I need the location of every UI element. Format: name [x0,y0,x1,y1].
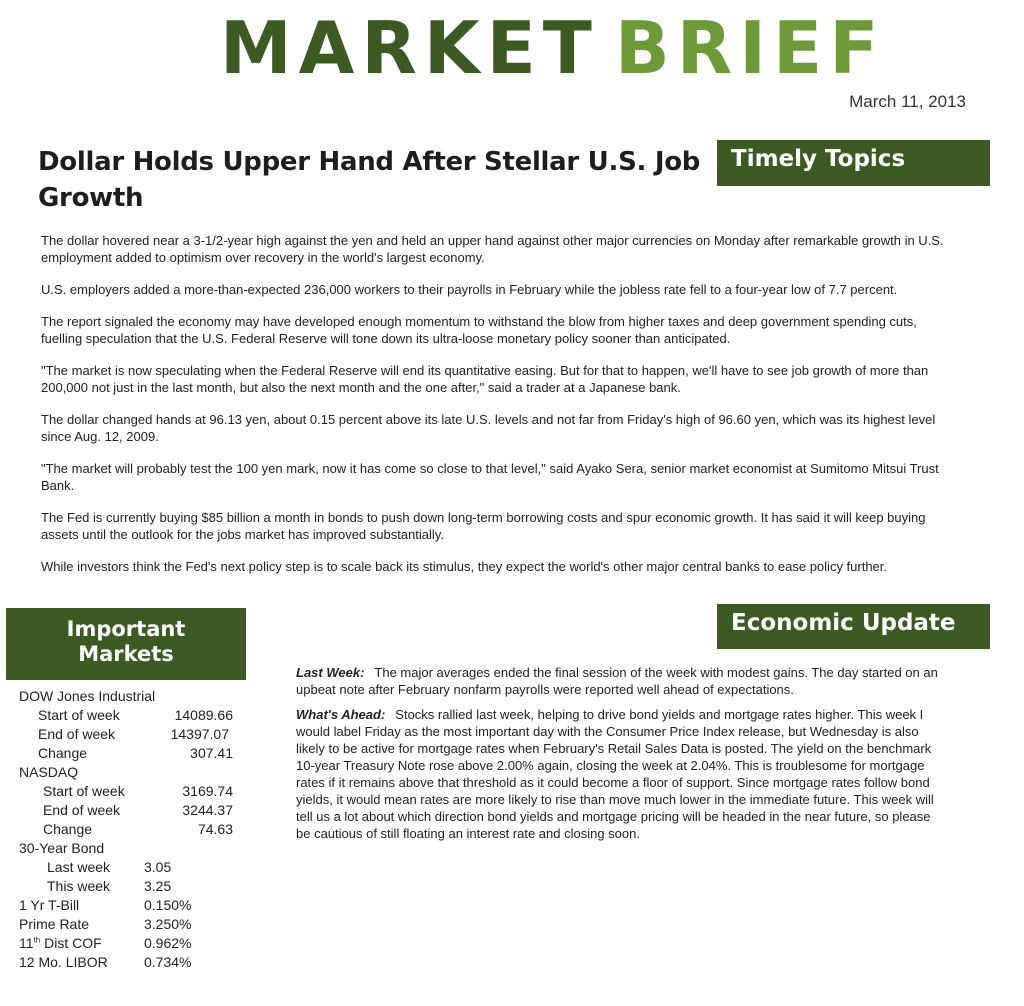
nasdaq-start-value: 3169.74 [182,783,233,799]
article-paragraph: "The market will probably test the 100 yen mark, now it has come so close to that level," said Ayako Sera, senior market economist at Sumitomo Mitsui Trust Bank. [41,461,939,493]
libor-label: 12 Mo. LIBOR [19,954,108,970]
article-paragraph: The dollar hovered near a 3-1/2-year high against the yen and held an upper hand against other major currencies on Monday after remarkable growth in U.S. employment added to optimism over recovery in the world's largest economy. [41,233,944,265]
nasdaq-change-row [19,820,233,839]
nasdaq-end-value: 3244.37 [182,802,233,818]
markets-table [19,687,233,972]
last-week-text: The major averages ended the final session of the week with modest gains. The day started on an upbeat note after February nonfarm payrolls were reported well ahead of expectations. [296,665,938,697]
prime-rate-label: Prime Rate [19,916,90,932]
nasdaq-end-row [19,801,233,820]
nasdaq-change-value: 74.63 [197,821,233,837]
whats-ahead-label: What's Ahead: [296,707,386,722]
article-paragraph: The report signaled the economy may have developed enough momentum to withstand the blow from higher taxes and deep government spending cuts, fuelling speculation that the U.S. Federal Reserve will tone down its ultra-loose monetary policy sooner than anticipated. [41,314,917,346]
dow-start-row [19,706,233,725]
dow-end-value: 14397.07 [170,726,229,742]
important-markets-title-line2: Markets [78,642,174,666]
article-paragraph: The dollar changed hands at 96.13 yen, about 0.15 percent above its late U.S. levels and not far from Friday's high of 96.60 yen, which was its highest level since Aug. 12, 2009. [41,412,936,444]
bond-this-label: This week [47,878,111,894]
bond-this-value: 3.25 [144,878,172,894]
cof-label: 11th Dist COF [19,935,102,951]
cof-value: 0.962% [144,935,192,951]
tbill-row [19,896,219,915]
tbill-value: 0.150% [144,897,192,913]
whats-ahead-text: Stocks rallied last week, helping to drive bond yields and mortgage rates higher. This week I would label Friday as the most important day with the Consumer Price Index release, but Wednesday is also likely to be active for mortgage rates when February's Retail Sales Data is posted. The yield on the benchmark 10-year Treasury Note rose above 2.00% again, closing the week at 2.04%. This is troublesome for mortgage rates if it remains above that threshold as it could become a floor of support. Since mortgage rates follow bond yields, it would mean rates are more likely to rise than move much lower in the immediate future. This week will tell us a lot about which direction bond yields and mortgage pricing will be headed in the near future, so please be cautious of still floating an interest rate and closing soon. [296,707,934,841]
economic-update-banner: Economic Update [717,604,990,649]
dow-end-row [19,725,229,744]
last-week-label: Last Week: [296,665,365,680]
economic-update-body [296,664,946,850]
whats-ahead-paragraph [296,706,946,842]
nasdaq-change-label: Change [43,821,93,837]
dow-title: DOW Jones Industrial [19,688,156,704]
bond-title: 30-Year Bond [19,840,105,856]
nasdaq-end-label: End of week [43,802,121,818]
tbill-label: 1 Yr T-Bill [19,897,80,913]
dow-start-label: Start of week [38,707,120,723]
timely-topics-banner: Timely Topics [717,140,990,186]
bond-last-value: 3.05 [144,859,172,875]
dow-change-label: Change [38,745,88,761]
bond-last-label: Last week [47,859,111,875]
article-body [41,232,961,590]
article-paragraph: U.S. employers added a more-than-expected 236,000 workers to their payrolls in February while the jobless rate fell to a four-year low of 7.7 percent. [41,282,898,297]
nasdaq-title: NASDAQ [19,764,79,780]
masthead-word-brief: BRIEF [614,6,886,90]
article-paragraph: While investors think the Fed's next policy step is to scale back its stimulus, they expect the world's other major central banks to ease policy further. [41,559,888,574]
bond-this-row [19,877,219,896]
important-markets-banner [6,608,246,680]
dow-change-value: 307.41 [190,745,233,761]
bond-last-row [19,858,219,877]
dow-start-value: 14089.66 [174,707,233,723]
headline: Dollar Holds Upper Hand After Stellar U.S. Job Growth [38,147,701,213]
masthead [220,6,980,90]
cof-row [19,934,219,953]
article-paragraph: The Fed is currently buying $85 billion a month in bonds to push down long-term borrowing costs and spur economic growth. It has said it will keep buying assets until the outlook for the jobs market has improved substantially. [41,510,926,542]
nasdaq-start-label: Start of week [43,783,125,799]
masthead-word-market: MARKET [220,6,599,90]
libor-value: 0.734% [144,954,192,970]
article-paragraph: "The market is now speculating when the Federal Reserve will end its quantitative easing. But for that to happen, we'll have to see job growth of more than 200,000 not just in the last month, but also the next month and the one after," said a trader at a Japanese bank. [41,363,929,395]
last-week-paragraph [296,664,946,698]
prime-rate-value: 3.250% [144,916,192,932]
dow-end-label: End of week [38,726,116,742]
important-markets-title-line1: Important [66,617,186,641]
prime-rate-row [19,915,219,934]
issue-date: March 11, 2013 [849,92,966,111]
libor-row [19,953,219,972]
dow-change-row [19,744,233,763]
nasdaq-start-row [19,782,233,801]
